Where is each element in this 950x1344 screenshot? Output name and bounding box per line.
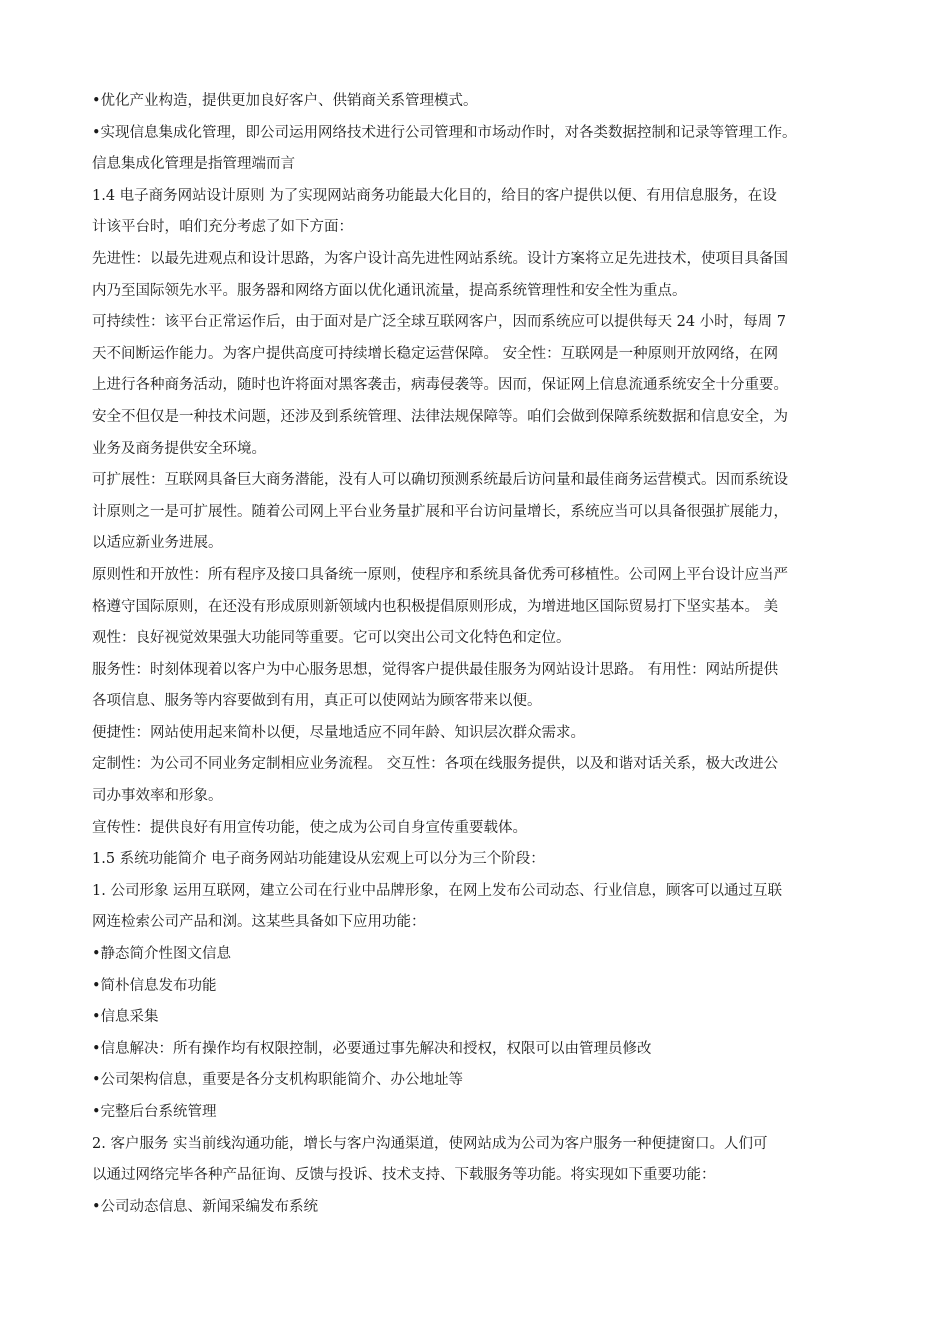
bullet-item-7: •公司动态信息、新闻采编发布系统	[92, 1198, 319, 1215]
text-line-10: 上进行各种商务活动，随时也许将面对黑客袭击，病毒侵袭等。因而，保证网上信息流通系统安全十分重要。	[92, 377, 788, 394]
bullet-item-2: •简朴信息发布功能	[92, 977, 217, 994]
text-line-8: 可持续性：该平台正常运作后，由于面对是广泛全球互联网客户，因而系统应可以提供每天 24 小时，每周 7	[92, 314, 786, 331]
text-line-5: 计该平台时，咱们充分考虑了如下方面：	[92, 219, 353, 236]
text-line-21: 便捷性：网站使用起来简朴以便，尽量地适应不同年龄、知识层次群众需求。	[92, 724, 585, 741]
text-line-12: 业务及商务提供安全环境。	[92, 440, 266, 457]
text-line-15: 以适应新业务进展。	[92, 535, 223, 552]
text-line-13: 可扩展性：互联网具备巨大商务潜能，没有人可以确切预测系统最后访问量和最佳商务运营模式。因而系统设	[92, 472, 788, 489]
bullet-item-3: •信息采集	[92, 1009, 159, 1026]
text-line-9: 天不间断运作能力。为客户提供高度可持续增长稳定运营保障。 安全性：互联网是一种原则开放网络，在网	[92, 345, 779, 362]
text-line-23: 司办事效率和形象。	[92, 788, 223, 805]
text-line-35: 以通过网络完毕各种产品征询、反馈与投诉、技术支持、下载服务等功能。将实现如下重要功能：	[92, 1167, 716, 1184]
text-line-27: 网连检索公司产品和浏。这某些具备如下应用功能：	[92, 914, 426, 931]
text-line-6: 先进性：以最先进观点和设计思路，为客户设计高先进性网站系统。设计方案将立足先进技术，使项目具备国	[92, 250, 788, 267]
section-heading-1-4: 1.4 电子商务网站设计原则 为了实现网站商务功能最大化目的，给目的客户提供以便、有用信息服务，在设	[92, 187, 777, 204]
text-line-11: 安全不但仅是一种技术问题，还涉及到系统管理、法律法规保障等。咱们会做到保障系统数据和信息安全，为	[92, 408, 788, 425]
text-line-14: 计原则之一是可扩展性。随着公司网上平台业务量扩展和平台访问量增长，系统应当可以具备很强扩展能力，	[92, 503, 788, 520]
bullet-item-6: •完整后台系统管理	[92, 1104, 217, 1120]
bullet-item-1: •静态简介性图文信息	[92, 946, 232, 963]
text-line-20: 各项信息、服务等内容要做到有用，真正可以使网站为顾客带来以便。	[92, 693, 542, 710]
section-heading-1-5: 1.5 系统功能简介 电子商务网站功能建设从宏观上可以分为三个阶段：	[92, 851, 545, 868]
text-line-19: 服务性：时刻体现着以客户为中心服务思想，觉得客户提供最佳服务为网站设计思路。 有用性：网站所提供	[92, 661, 779, 678]
text-line-34: 2. 客户服务 实当前线沟通功能，增长与客户沟通渠道，使网站成为公司为客户服务一种便捷窗口。人们可	[92, 1135, 768, 1152]
text-line-18: 观性：良好视觉效果强大功能同等重要。它可以突出公司文化特色和定位。	[92, 630, 571, 647]
text-line-26: 1. 公司形象 运用互联网，建立公司在行业中品牌形象，在网上发布公司动态、行业信息，顾客可以通过互联	[92, 882, 783, 899]
bullet-item-4: •信息解决：所有操作均有权限控制，必要通过事先解决和授权，权限可以由管理员修改	[92, 1040, 652, 1057]
text-line-7: 内乃至国际领先水平。服务器和网络方面以优化通讯流量，提高系统管理性和安全性为重点。	[92, 282, 687, 299]
text-line-1: •优化产业构造，提供更加良好客户、供销商关系管理模式。	[92, 93, 478, 109]
text-line-3: 信息集成化管理是指管理端而言	[92, 156, 295, 173]
text-line-24: 宣传性：提供良好有用宣传功能，使之成为公司自身宣传重要载体。	[92, 819, 527, 836]
text-line-2: •实现信息集成化管理，即公司运用网络技术进行公司管理和市场动作时，对各类数据控制和记录等管理工作。	[92, 124, 797, 141]
text-line-17: 格遵守国际原则，在还没有形成原则新领域内也积极提倡原则形成，为增进地区国际贸易打下坚实基本。 美	[92, 598, 779, 615]
text-line-16: 原则性和开放性：所有程序及接口具备统一原则，使程序和系统具备优秀可移植性。公司网上平台设计应当严	[92, 566, 788, 583]
bullet-item-5: •公司架构信息，重要是各分支机构职能简介、办公地址等	[92, 1072, 464, 1089]
text-line-22: 定制性：为公司不同业务定制相应业务流程。 交互性：各项在线服务提供，以及和谐对话关系，极大改进公	[92, 756, 779, 773]
